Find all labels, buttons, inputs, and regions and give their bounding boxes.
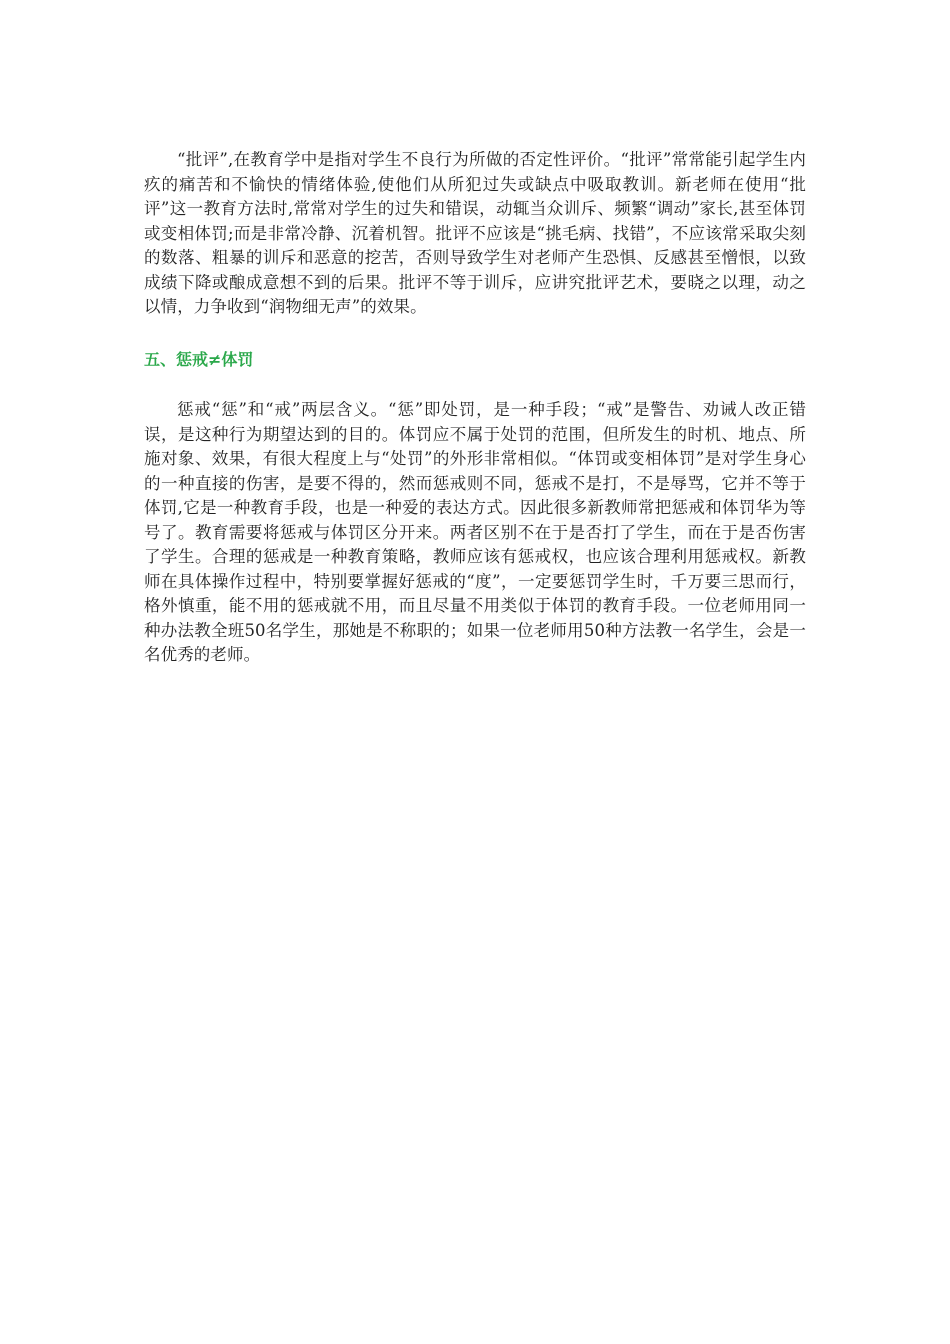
body-paragraph-discipline: 惩戒“惩”和“戒”两层含义。“惩”即处罚，是一种手段；“戒”是警告、劝诫人改正错误，是这种行为期望达到的目的。体罚应不属于处罚的范围，但所发生的时机、地点、所施对象、效果，有很大程度上与“处罚”的外形非常相似。“体罚或变相体罚”是对学生身心的一种直接的伤害，是要不得的，然而惩戒则不同，惩戒不是打，不是辱骂，它并不等于体罚,它是一种教育手段，也是一种爱的表达方式。因此很多新教师常把惩戒和体罚华为等号了。教育需要将惩戒与体罚区分开来。两者区别不在于是否打了学生，而在于是否伤害了学生。合理的惩戒是一种教育策略，教师应该有惩戒权，也应该合理利用惩戒权。新教师在具体操作过程中，特别要掌握好惩戒的“度”，一定要惩罚学生时，千万要三思而行，格外慎重，能不用的惩戒就不用，而且尽量不用类似于体罚的教育手段。一位老师用同一种办法教全班50名学生，那她是不称职的；如果一位老师用50种方法教一名学生，会是一名优秀的老师。 <box>144 400 806 664</box>
body-paragraph-criticism: “批评”,在教育学中是指对学生不良行为所做的否定性评价。“批评”常常能引起学生内疚的痛苦和不愉快的情绪体验,使他们从所犯过失或缺点中吸取教训。新老师在使用“批评”这一教育方法时,常常对学生的过失和错误，动辄当众训斥、频繁“调动”家长,甚至体罚或变相体罚;而是非常冷静、沉着机智。批评不应该是“挑毛病、找错”，不应该常采取尖刻的数落、粗暴的训斥和恶意的挖苦，否则导致学生对老师产生恐惧、反感甚至憎恨，以致成绩下降或酿成意想不到的后果。批评不等于训斥，应讲究批评艺术，要晓之以理，动之以情，力争收到“润物细无声”的效果。 <box>144 150 806 316</box>
section-heading: 五、惩戒≠体罚 <box>144 350 254 369</box>
